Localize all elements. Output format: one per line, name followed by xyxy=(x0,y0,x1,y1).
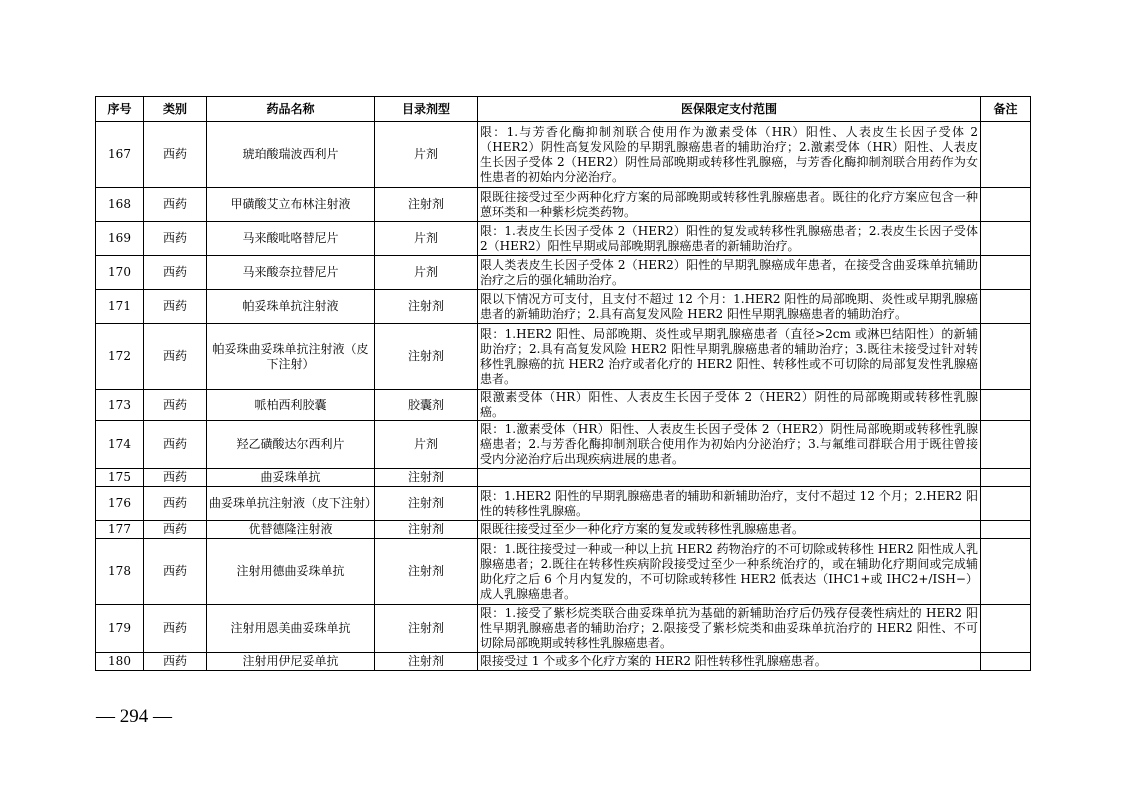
row-number xyxy=(96,324,144,390)
row-number xyxy=(96,653,144,671)
table-row xyxy=(96,469,1031,487)
row-category xyxy=(144,290,207,324)
row-category xyxy=(144,469,207,487)
header-payment-scope: 医保限定支付范围 xyxy=(478,97,981,122)
row-dosage-form xyxy=(375,256,478,290)
row-drug-name xyxy=(207,469,375,487)
row-dosage-form xyxy=(375,539,478,605)
row-category-text: 西药 xyxy=(162,621,187,635)
header-category: 类别 xyxy=(144,97,207,122)
table-row xyxy=(96,390,1031,421)
row-category xyxy=(144,122,207,188)
row-category xyxy=(144,222,207,256)
row-dosage-form xyxy=(375,188,478,222)
row-dosage-form xyxy=(375,222,478,256)
row-dosage-form-text: 注射剂 xyxy=(407,654,444,668)
row-dosage-form-text: 注射剂 xyxy=(407,197,444,211)
table-header-row xyxy=(96,97,1031,122)
row-number-text: 178 xyxy=(108,564,131,578)
row-payment-scope xyxy=(478,521,981,539)
row-dosage-form-text: 片剂 xyxy=(413,265,438,279)
row-dosage-form-text: 注射剂 xyxy=(407,299,444,313)
row-number xyxy=(96,256,144,290)
row-payment-scope-text: 限既往接受过至少两种化疗方案的局部晚期或转移性乳腺癌患者。既往的化疗方案应包含一种蒽环类和一种紫杉烷类药物。 xyxy=(480,189,978,219)
row-drug-name xyxy=(207,521,375,539)
row-category-text: 西药 xyxy=(162,231,187,245)
table-row xyxy=(96,256,1031,290)
row-note xyxy=(981,605,1031,653)
row-payment-scope-text: 限激素受体（HR）阳性、人表皮生长因子受体 2（HER2）阴性的局部晚期或转移性乳腺癌。 xyxy=(480,390,978,419)
table-row xyxy=(96,521,1031,539)
row-category-text: 西药 xyxy=(162,349,187,363)
row-drug-name xyxy=(207,256,375,290)
row-number-text: 170 xyxy=(108,265,131,279)
row-category-text: 西药 xyxy=(162,197,187,211)
row-drug-name-text: 羟乙磺酸达尔西利片 xyxy=(236,437,345,451)
row-payment-scope xyxy=(478,390,981,421)
row-drug-name xyxy=(207,390,375,421)
row-dosage-form-text: 片剂 xyxy=(413,437,438,451)
row-payment-scope xyxy=(478,487,981,521)
row-category-text: 西药 xyxy=(162,147,187,161)
row-number xyxy=(96,421,144,469)
row-drug-name xyxy=(207,653,375,671)
row-number xyxy=(96,122,144,188)
row-note xyxy=(981,421,1031,469)
row-payment-scope xyxy=(478,469,981,487)
row-number-text: 180 xyxy=(108,654,131,668)
table-row xyxy=(96,653,1031,671)
row-drug-name-text: 甲磺酸艾立布林注射液 xyxy=(230,197,351,211)
row-category xyxy=(144,605,207,653)
row-drug-name-text: 曲妥珠单抗 xyxy=(260,470,321,484)
row-dosage-form-text: 片剂 xyxy=(413,231,438,245)
row-category-text: 西药 xyxy=(162,265,187,279)
row-dosage-form xyxy=(375,324,478,390)
table-row xyxy=(96,122,1031,188)
row-note xyxy=(981,487,1031,521)
row-payment-scope-text: 限：1.与芳香化酶抑制剂联合使用作为激素受体（HR）阳性、人表皮生长因子受体 2（HER2）阴性高复发风险的早期乳腺癌患者的辅助治疗；2.激素受体（HR）阳性、人表皮生长因子受体 2（HER2）阴性局部晚期或转移性乳腺癌，与芳香化酶抑制剂联合用药作为女性患者的初始内分泌治疗。 xyxy=(480,124,978,184)
row-dosage-form-text: 注射剂 xyxy=(407,496,444,510)
row-number-text: 179 xyxy=(108,621,131,635)
row-drug-name xyxy=(207,324,375,390)
row-drug-name xyxy=(207,487,378,521)
row-note xyxy=(981,390,1031,421)
row-drug-name xyxy=(207,290,375,324)
row-category-text: 西药 xyxy=(162,654,187,668)
row-drug-name xyxy=(207,539,375,605)
row-number-text: 167 xyxy=(108,147,131,161)
table-row xyxy=(96,222,1031,256)
row-category xyxy=(144,487,207,521)
row-drug-name-text: 优替德隆注射液 xyxy=(248,522,333,536)
row-number xyxy=(96,222,144,256)
row-dosage-form xyxy=(375,290,478,324)
row-number-text: 177 xyxy=(108,522,131,536)
row-category xyxy=(144,188,207,222)
row-payment-scope xyxy=(478,324,981,390)
row-drug-name-text: 曲妥珠单抗注射液（皮下注射） xyxy=(209,496,378,510)
row-note xyxy=(981,521,1031,539)
row-category xyxy=(144,421,207,469)
row-number-text: 174 xyxy=(108,437,131,451)
table-row xyxy=(96,539,1031,605)
row-drug-name xyxy=(207,605,375,653)
row-note xyxy=(981,653,1031,671)
row-drug-name-text: 注射用伊尼妥单抗 xyxy=(242,654,339,668)
row-category xyxy=(144,390,207,421)
page-number: — 294 — xyxy=(96,706,172,727)
row-dosage-form xyxy=(375,390,478,421)
row-payment-scope-text: 限：1.接受了紫杉烷类联合曲妥珠单抗为基础的新辅助治疗后仍残存侵袭性病灶的 HER2 阳性早期乳腺癌患者的辅助治疗；2.限接受了紫杉烷类和曲妥珠单抗治疗的 HER2 阳性、不可切除局部晚期或转移性乳腺癌患者。 xyxy=(480,606,978,650)
row-number xyxy=(96,605,144,653)
row-number xyxy=(96,469,144,487)
row-note xyxy=(981,324,1031,390)
row-drug-name-text: 注射用德曲妥珠单抗 xyxy=(236,564,345,578)
row-category-text: 西药 xyxy=(162,470,187,484)
row-dosage-form-text: 注射剂 xyxy=(407,522,444,536)
row-dosage-form xyxy=(375,122,478,188)
row-category xyxy=(144,324,207,390)
row-number-text: 175 xyxy=(108,470,131,484)
header-drug-name: 药品名称 xyxy=(207,97,375,122)
row-payment-scope-text: 限：1.既往接受过一种或一种以上抗 HER2 药物治疗的不可切除或转移性 HER2 阳性成人乳腺癌患者；2.既往在转移性疾病阶段接受过至少一种系统治疗的，或在辅助化疗期间或完成辅助化疗之后 6 个月内复发的，不可切除或转移性 HER2 低表达（IHC1+或 IHC2+/ISH−）成人乳腺癌患者。 xyxy=(480,541,978,601)
row-note xyxy=(981,122,1031,188)
row-number xyxy=(96,390,144,421)
row-dosage-form-text: 胶囊剂 xyxy=(407,397,444,412)
row-payment-scope xyxy=(478,222,981,256)
row-payment-scope-text: 限接受过 1 个或多个化疗方案的 HER2 阳性转移性乳腺癌患者。 xyxy=(480,654,827,668)
row-payment-scope xyxy=(478,122,981,188)
row-payment-scope-text: 限既往接受过至少一种化疗方案的复发或转移性乳腺癌患者。 xyxy=(480,522,805,536)
row-note xyxy=(981,256,1031,290)
table-row xyxy=(96,487,1031,521)
row-number-text: 168 xyxy=(108,197,131,211)
row-note xyxy=(981,188,1031,222)
row-drug-name xyxy=(207,421,375,469)
table-row xyxy=(96,290,1031,324)
row-number xyxy=(96,188,144,222)
row-drug-name-text: 马来酸奈拉替尼片 xyxy=(242,265,339,279)
row-dosage-form-text: 注射剂 xyxy=(407,621,444,635)
row-category xyxy=(144,653,207,671)
row-category xyxy=(144,539,207,605)
row-dosage-form-text: 注射剂 xyxy=(407,349,444,363)
row-dosage-form-text: 片剂 xyxy=(413,147,438,161)
table-row xyxy=(96,324,1031,390)
row-dosage-form xyxy=(375,521,478,539)
row-dosage-form xyxy=(375,469,478,487)
row-note xyxy=(981,290,1031,324)
row-drug-name-text: 注射用恩美曲妥珠单抗 xyxy=(230,621,351,635)
row-number-text: 173 xyxy=(108,397,131,412)
table-row xyxy=(96,421,1031,469)
row-drug-name-text: 帕妥珠单抗注射液 xyxy=(242,299,339,313)
row-drug-name-text: 帕妥珠曲妥珠单抗注射液（皮下注射） xyxy=(212,341,369,371)
row-payment-scope-text: 限：1.HER2 阳性、局部晚期、炎性或早期乳腺癌患者（直径>2cm 或淋巴结阳性）的新辅助治疗；2.具有高复发风险 HER2 阳性早期乳腺癌患者的辅助治疗；3.既往未接受过针对转移性乳腺癌的抗 HER2 治疗或者化疗的 HER2 阳性、转移性或不可切除的局部复发性乳腺癌患者。 xyxy=(480,326,978,386)
table-body xyxy=(96,122,1031,671)
row-payment-scope xyxy=(478,421,981,469)
table-row xyxy=(96,188,1031,222)
row-category-text: 西药 xyxy=(162,564,187,578)
row-payment-scope xyxy=(478,539,981,605)
row-dosage-form xyxy=(375,653,478,671)
row-dosage-form xyxy=(375,487,478,521)
header-no: 序号 xyxy=(96,97,144,122)
row-number xyxy=(96,539,144,605)
row-category-text: 西药 xyxy=(162,522,187,536)
row-payment-scope-text: 限：1.激素受体（HR）阳性、人表皮生长因子受体 2（HER2）阴性局部晚期或转移性乳腺癌患者；2.与芳香化酶抑制剂联合使用作为初始内分泌治疗；3.与氟维司群联合用于既往曾接受内分泌治疗后出现疾病进展的患者。 xyxy=(480,422,978,466)
row-drug-name-text: 琥珀酸瑞波西利片 xyxy=(242,147,339,161)
row-category-text: 西药 xyxy=(162,496,187,510)
row-category-text: 西药 xyxy=(162,397,187,412)
row-number-text: 169 xyxy=(108,231,131,245)
row-dosage-form-text: 注射剂 xyxy=(407,470,444,484)
row-dosage-form-text: 注射剂 xyxy=(407,564,444,578)
row-payment-scope xyxy=(478,290,981,324)
row-payment-scope-text: 限人类表皮生长因子受体 2（HER2）阳性的早期乳腺癌成年患者，在接受含曲妥珠单抗辅助治疗之后的强化辅助治疗。 xyxy=(480,257,978,287)
row-category xyxy=(144,256,207,290)
row-drug-name xyxy=(207,188,375,222)
row-category xyxy=(144,521,207,539)
row-note xyxy=(981,539,1031,605)
row-drug-name xyxy=(207,122,375,188)
drug-table xyxy=(95,96,1031,671)
row-number-text: 171 xyxy=(108,299,131,313)
header-dosage-form: 目录剂型 xyxy=(375,97,478,122)
row-payment-scope-text: 限：1.表皮生长因子受体 2（HER2）阳性的复发或转移性乳腺癌患者；2.表皮生长因子受体 2（HER2）阳性早期或局部晚期乳腺癌患者的新辅助治疗。 xyxy=(480,223,978,253)
row-payment-scope-text: 限以下情况方可支付，且支付不超过 12 个月：1.HER2 阳性的局部晚期、炎性或早期乳腺癌患者的新辅助治疗；2.具有高复发风险 HER2 阳性早期乳腺癌患者的辅助治疗。 xyxy=(480,291,978,321)
row-payment-scope xyxy=(478,605,981,653)
row-number-text: 176 xyxy=(108,496,131,510)
row-payment-scope-text: 限：1.HER2 阳性的早期乳腺癌患者的辅助和新辅助治疗，支付不超过 12 个月；2.HER2 阳性的转移性乳腺癌。 xyxy=(480,488,978,518)
row-category-text: 西药 xyxy=(162,437,187,451)
table-row xyxy=(96,605,1031,653)
row-note xyxy=(981,469,1031,487)
row-number-text: 172 xyxy=(108,349,131,363)
row-category-text: 西药 xyxy=(162,299,187,313)
row-note xyxy=(981,222,1031,256)
row-payment-scope xyxy=(478,256,981,290)
row-drug-name-text: 哌柏西利胶囊 xyxy=(254,397,327,412)
row-number xyxy=(96,521,144,539)
header-note: 备注 xyxy=(981,97,1031,122)
row-dosage-form xyxy=(375,605,478,653)
row-dosage-form xyxy=(375,421,478,469)
row-payment-scope xyxy=(478,653,981,671)
row-number xyxy=(96,487,144,521)
row-drug-name-text: 马来酸吡咯替尼片 xyxy=(242,231,339,245)
row-drug-name xyxy=(207,222,375,256)
row-payment-scope xyxy=(478,188,981,222)
row-number xyxy=(96,290,144,324)
